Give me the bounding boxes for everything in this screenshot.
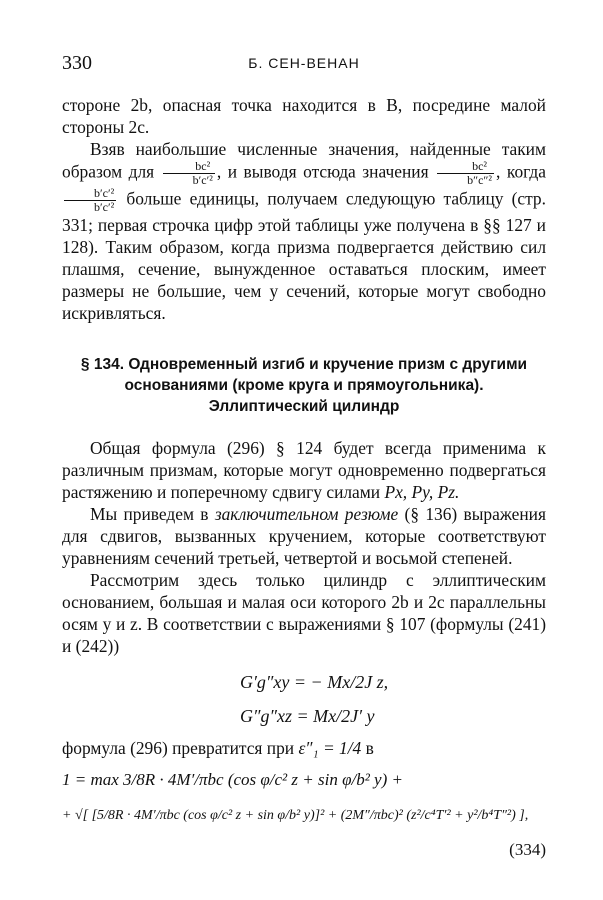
paragraph-continued: стороне 2b, опасная точка находится в B, посредине малой стороны 2c. (62, 95, 546, 137)
equation-shear-xz: G″g″xz = Mx/2J′ y (240, 706, 375, 726)
equation-shear-xy: G′g″xy = − Mx/2J z, (240, 672, 389, 692)
page-body (62, 94, 546, 867)
section-title: Одновременный изгиб и кручение призм с другими основаниями (кроме круга и прямоугольника). Эллиптический цилиндр (124, 356, 528, 415)
formula-line-2: + √[ [5/8R · 4M′/πbc (cos φ/c² z + sin φ/b² y)]² + (2M″/πbc)² (z²/c⁴T′² + y²/b⁴T″²) ], (334) (62, 797, 546, 833)
text-segment: , когда (496, 161, 546, 182)
text-segment: , и выводя отсюда значения (216, 161, 429, 182)
paragraph-formula-transform: формула (296) превратится при ε″₁ = 1/4 в (62, 738, 374, 758)
section-number: § 134. (80, 356, 125, 373)
paragraph-resume: Мы приведем в заключительном резюме (§ 136) выражения для сдвигов, вызванных кручением, которые соответствуют уравнениям сечений третьей, четвертой и восьмой степеней. (62, 504, 546, 568)
forces-list: Px, Py, Pz. (384, 482, 460, 502)
equation-number: (334) (509, 840, 546, 859)
page-header (62, 52, 546, 78)
text-segment: больше единицы, получаем следующую таблицу (стр. 331; первая строчка цифр этой таблицы уже получена в §§ 127 и 128). Таким образом, когда призма подвергается действию сил плашмя, сечение, вынужденное оставаться плоским, имеет размеры не большие, чем у сечений, которые могут свободно искривляться. (62, 188, 546, 323)
fraction-ratio: $\frac{\text{b′c′²}}{\text{b′c′²}}$ (64, 187, 116, 214)
formula-line-1: 1 = max 3/8R · 4M′/πbc (cos φ/c² z + sin φ/b² y) + (62, 770, 403, 789)
running-head: Б. СЕН-ВЕНАН (248, 55, 360, 71)
paragraph-general-formula: Общая формула (296) § 124 будет всегда применима к различным призмам, которые могут одновременно подвергаться растяжению и поперечному сдвигу силами Px, Py, Pz. (62, 438, 546, 502)
paragraph-table-intro (62, 138, 546, 324)
equation-block (62, 665, 546, 733)
section-heading (62, 354, 546, 417)
fraction-bc2-over-b2c2: $\frac{\text{bc²}}{\text{b″c″²}}$ (437, 160, 494, 187)
paragraph-elliptic-cylinder: Рассмотрим здесь только цилиндр с эллиптическим основанием, большая и малая оси которого 2b и 2c параллельны осям y и z. В соответствии с выражениями § 107 (формулы (241) и (242)) (62, 570, 546, 656)
text-segment: Взяв наибольшие численные значения, найденные таким образом для (62, 139, 546, 182)
formula-334 (62, 763, 546, 859)
fraction-bc2-over-b1c1: $\frac{\text{bc²}}{\text{b′c′²}}$ (163, 160, 215, 187)
resume-reference: заключительном резюме (214, 504, 399, 524)
epsilon-condition: ε″₁ = 1/4 (298, 738, 362, 758)
page-number: 330 (62, 52, 92, 74)
